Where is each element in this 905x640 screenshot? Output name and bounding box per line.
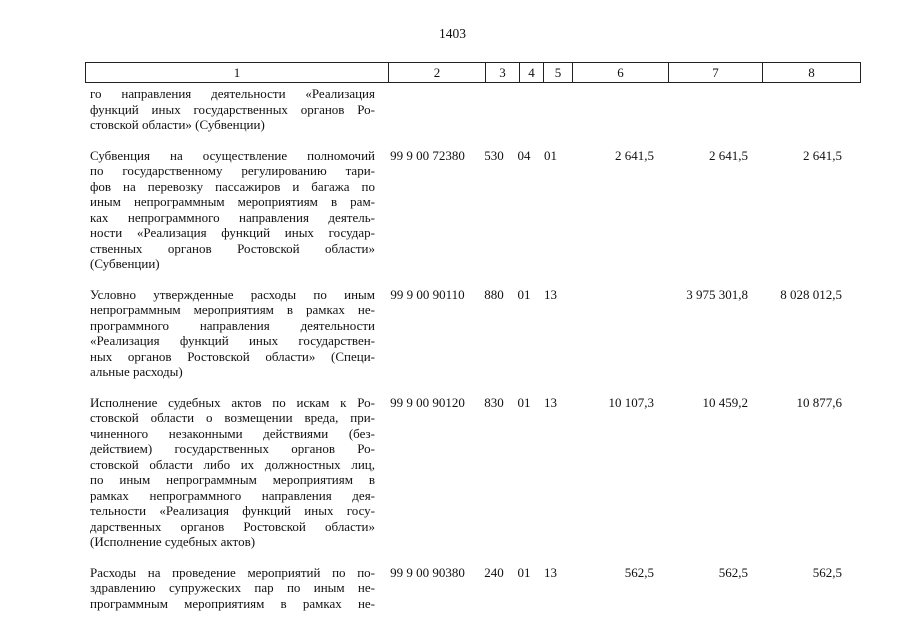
description-line: непрограммным мероприятиям в рамках не- <box>90 302 375 317</box>
description-line: здравлению супружеских пар по иным не- <box>90 580 375 595</box>
amount-col-6: 562,5 <box>624 564 654 580</box>
amount-col-7: 10 459,2 <box>702 394 748 410</box>
amount-col-8: 8 028 012,5 <box>780 286 842 302</box>
column-header-3: 3 <box>486 63 520 83</box>
section-code: 01 <box>517 394 531 410</box>
description-line: (Субвенции) <box>90 256 160 271</box>
expense-type-code: 530 <box>484 147 504 163</box>
expense-type-code: 240 <box>484 564 504 580</box>
description-line: фов на перевозку пассажиров и багажа по <box>90 178 375 194</box>
amount-col-6: 10 107,3 <box>608 394 654 410</box>
expense-type-code: 830 <box>484 394 504 410</box>
expense-type-code: 880 <box>484 286 504 302</box>
description-line: Расходы на проведение мероприятий по по- <box>90 564 375 580</box>
target-article-code: 99 9 00 72380 <box>390 147 465 163</box>
description-line: иным непрограммным мероприятиям в рам- <box>90 194 375 209</box>
table-row <box>85 395 860 550</box>
row-description <box>85 395 379 550</box>
description-line: ности «Реализация функций иных государ- <box>90 225 375 240</box>
description-line: тельности «Реализация функций иных госу- <box>90 503 375 518</box>
description-line: (Исполнение судебных актов) <box>90 534 256 549</box>
table-row <box>85 86 860 133</box>
row-description <box>85 565 379 612</box>
description-line: функций иных государственных органов Ро- <box>90 101 375 117</box>
description-line: программного направления деятельности <box>90 317 375 333</box>
row-description <box>85 86 379 133</box>
description-line: по иным непрограммным мероприятиям в <box>90 472 375 487</box>
section-code: 01 <box>517 286 531 302</box>
column-header-8: 8 <box>763 63 861 83</box>
description-line: ственных органов Ростовской области» <box>90 240 375 256</box>
subsection-code: 01 <box>544 147 557 163</box>
amount-col-7: 562,5 <box>718 564 748 580</box>
description-line: действием) государственных органов Ро- <box>90 441 375 456</box>
column-header-5: 5 <box>544 63 573 83</box>
column-header-1: 1 <box>86 63 389 83</box>
amount-col-6: 2 641,5 <box>615 147 654 163</box>
description-line: дарственных органов Ростовской области» <box>90 518 375 534</box>
row-description <box>85 148 379 272</box>
column-header-4: 4 <box>520 63 544 83</box>
description-line: по государственному регулированию тари- <box>90 163 375 178</box>
section-code: 04 <box>517 147 531 163</box>
description-line: программным мероприятиям в рамках не- <box>90 595 375 611</box>
description-line: стовской области» (Субвенции) <box>90 117 265 132</box>
amount-col-8: 2 641,5 <box>803 147 842 163</box>
subsection-code: 13 <box>544 286 557 302</box>
table-row <box>85 287 860 380</box>
column-header-table <box>85 62 861 83</box>
description-line: ках непрограммного направления деятель- <box>90 209 375 225</box>
description-line: го направления деятельности «Реализация <box>90 86 375 101</box>
target-article-code: 99 9 00 90120 <box>390 394 465 410</box>
description-line: Условно утвержденные расходы по иным <box>90 286 375 302</box>
description-line: рамках непрограммного направления дея- <box>90 487 375 503</box>
description-line: Исполнение судебных актов по искам к Ро- <box>90 394 375 410</box>
table-row <box>85 565 860 612</box>
page-number: 1403 <box>439 26 466 41</box>
description-line: стовской области либо их должностных лиц, <box>90 456 375 472</box>
description-line: Субвенция на осуществление полномочий <box>90 147 375 163</box>
row-description <box>85 287 379 380</box>
column-header-7: 7 <box>669 63 763 83</box>
budget-table-body <box>85 86 860 626</box>
table-row <box>85 148 860 272</box>
amount-col-8: 10 877,6 <box>796 394 842 410</box>
description-line: стовской области о возмещении вреда, при- <box>90 410 375 425</box>
subsection-code: 13 <box>544 394 557 410</box>
amount-col-7: 3 975 301,8 <box>686 286 748 302</box>
column-header-2: 2 <box>389 63 486 83</box>
description-line: альные расходы) <box>90 364 183 379</box>
description-line: чиненного незаконными действиями (без- <box>90 425 375 441</box>
section-code: 01 <box>517 564 531 580</box>
amount-col-8: 562,5 <box>812 564 842 580</box>
column-header-6: 6 <box>573 63 669 83</box>
target-article-code: 99 9 00 90380 <box>390 564 465 580</box>
subsection-code: 13 <box>544 564 557 580</box>
amount-col-7: 2 641,5 <box>709 147 748 163</box>
target-article-code: 99 9 00 90110 <box>390 286 465 302</box>
description-line: ных органов Ростовской области» (Специ- <box>90 348 375 364</box>
description-line: «Реализация функций иных государствен- <box>90 333 375 348</box>
